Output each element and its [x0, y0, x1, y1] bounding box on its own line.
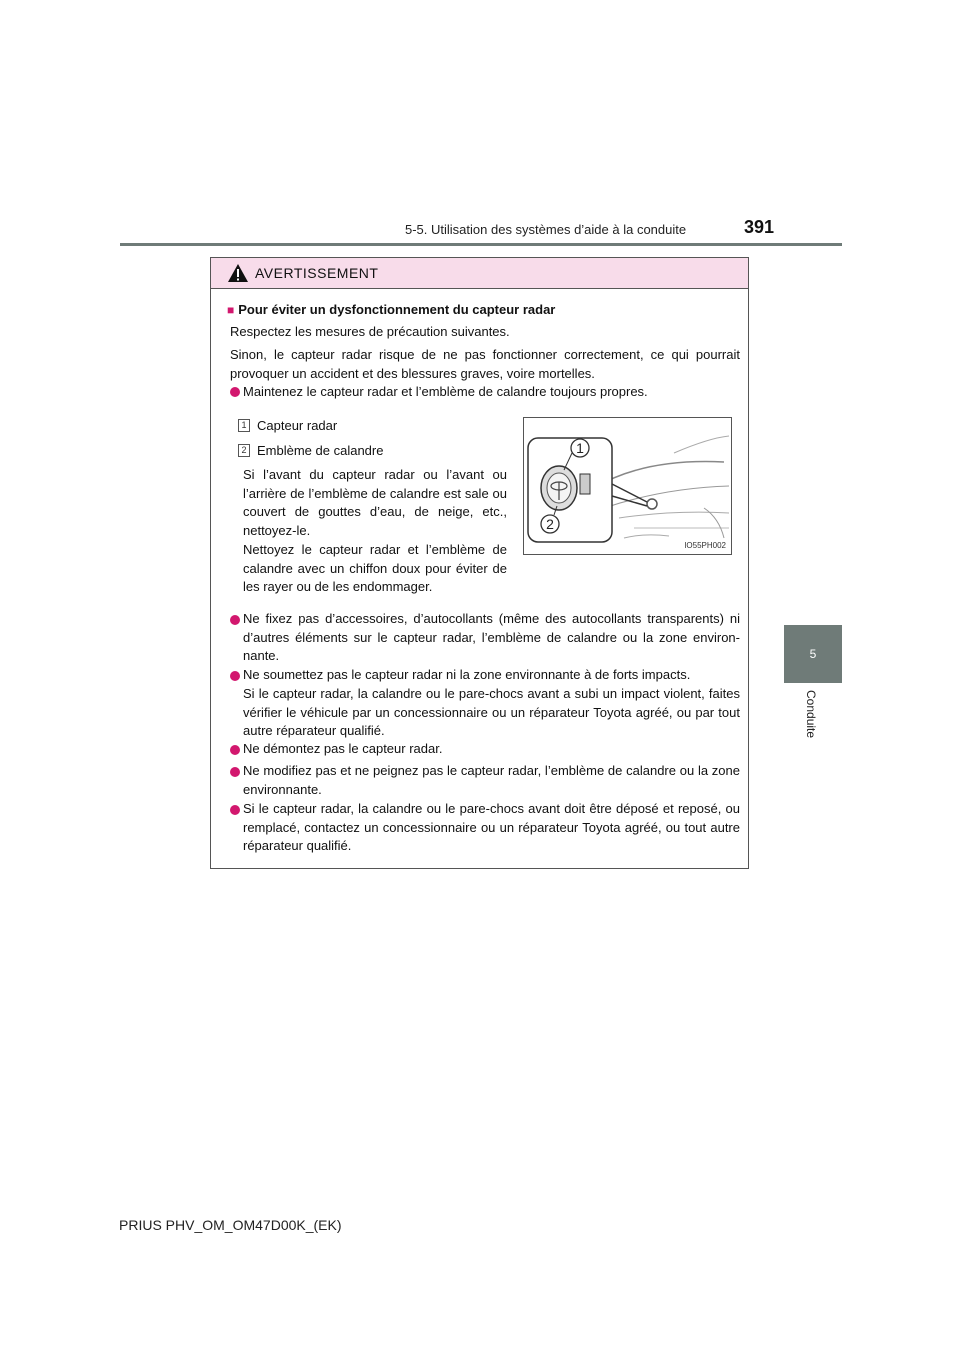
- callout-number-2: 2: [546, 516, 554, 532]
- warning-heading-text: Pour éviter un dysfonctionnement du capteur radar: [238, 302, 556, 317]
- page-number: 391: [744, 217, 775, 237]
- legend-number-1: 1: [238, 419, 250, 432]
- warning-title: AVERTISSEMENT: [255, 265, 379, 281]
- figure-code: IO55PH002: [684, 541, 726, 550]
- bullet-modify: Ne modifiez pas et ne peignez pas le capteur radar, l’emblème de calandre ou la zone environnante.: [243, 763, 740, 797]
- cleaning-instructions-1: Si l’avant du capteur radar ou l’avant ou l’arrière de l’emblème de calandre est sale ou couvert de gouttes d’eau, de neige, etc., nettoyez-le.: [243, 467, 507, 538]
- intro-text-1: Respectez les mesures de précaution suivantes.: [230, 324, 510, 339]
- warning-heading: [227, 301, 737, 320]
- square-bullet-icon: ■: [227, 303, 235, 317]
- warning-box: [210, 257, 749, 869]
- legend-label-1: Capteur radar: [257, 418, 338, 433]
- callout-number-1: 1: [576, 440, 584, 456]
- bullet-disassemble: Ne démontez pas le capteur radar.: [243, 741, 443, 756]
- document-code: PRIUS PHV_OM_OM47D00K_(EK): [119, 1217, 342, 1233]
- bullet-dot-icon: [230, 671, 240, 681]
- chapter-number: 5: [809, 647, 817, 661]
- intro-text-2: Sinon, le capteur radar risque de ne pas fonctionner correctement, ce qui pourrait provoquer un accident et des blessures graves, voire mortelles.: [230, 347, 740, 381]
- chapter-label: Conduite: [804, 690, 818, 739]
- bullet-dot-icon: [230, 387, 240, 397]
- chapter-tab[interactable]: [784, 625, 842, 683]
- bullet-dot-icon: [230, 805, 240, 815]
- bullet-impacts: Ne soumettez pas le capteur radar ni la zone environnante à de forts impacts.: [243, 667, 691, 682]
- bullet-impacts-detail: Si le capteur radar, la calandre ou le pare-chocs avant a subi un impact violent, faites vérifier le véhicule par un concessionnaire ou un réparateur Toyota agréé, ou par tout autre réparateur qualifié.: [243, 686, 740, 738]
- bullet-dot-icon: [230, 615, 240, 625]
- bullet-removal: Si le capteur radar, la calandre ou le pare-chocs avant doit être déposé et reposé, ou remplacé, contactez un concessionnaire ou un réparateur Toyota agréé, ou tout autre réparateur qualifié.: [243, 801, 740, 853]
- legend-number-2: 2: [238, 444, 250, 457]
- warning-header: [211, 258, 748, 289]
- warning-triangle-icon: [227, 263, 249, 283]
- car-front-illustration: [524, 418, 731, 554]
- bullet-dot-icon: [230, 745, 240, 755]
- section-header: 5-5. Utilisation des systèmes d’aide à la conduite: [405, 222, 687, 237]
- legend-label-2: Emblème de calandre: [257, 443, 384, 458]
- radar-sensor-figure: [523, 417, 732, 555]
- header-divider: [120, 243, 842, 246]
- bullet-accessories: Ne fixez pas d’accessoires, d’autocollants (même des autocollants transparents) ni d’autres éléments sur le capteur radar, l’emblème de calandre ou la zone environ-nante.: [243, 611, 740, 663]
- cleaning-instructions-2: Nettoyez le capteur radar et l’emblème de calandre avec un chiffon doux pour éviter de les rayer ou de les endommager.: [243, 542, 507, 594]
- bullet-dot-icon: [230, 767, 240, 777]
- bullet-keep-clean: Maintenez le capteur radar et l’emblème de calandre toujours propres.: [243, 384, 648, 399]
